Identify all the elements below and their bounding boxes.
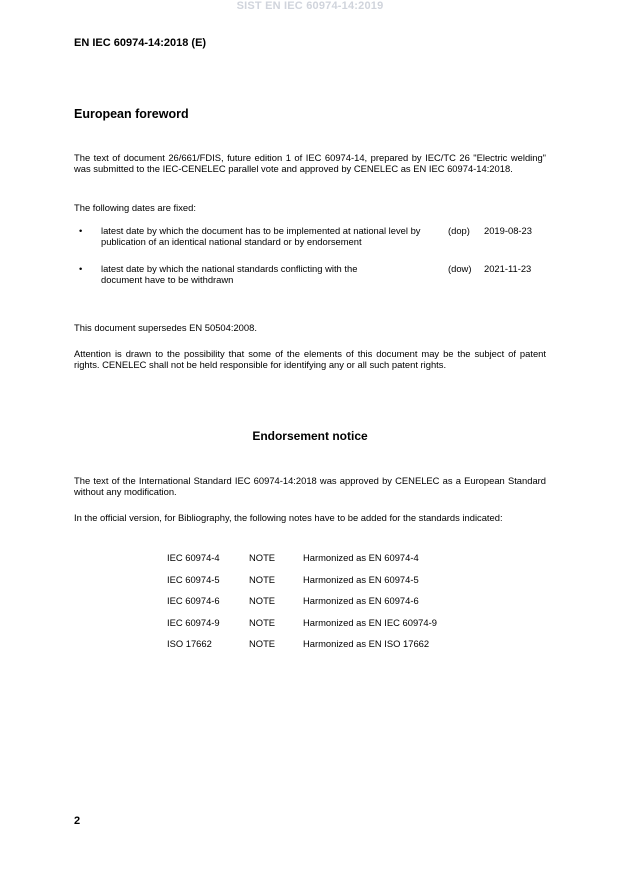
note-harmonized: Harmonized as EN 60974-5 xyxy=(303,573,419,585)
watermark: SIST EN IEC 60974-14:2019 xyxy=(236,0,384,12)
note-harmonized: Harmonized as EN 60974-4 xyxy=(303,552,419,563)
note-harmonized: Harmonized as EN IEC 60974-9 xyxy=(303,616,437,628)
foreword-intro: The text of document 26/661/FDIS, future edition 1 of IEC 60974-14, prepared by IEC/TC 26 "Electric welding" was submitted to the IEC-CENELEC parallel vote and approved by CENELEC as EN IEC 60974-14:2018. xyxy=(74,152,546,174)
note-label: NOTE xyxy=(249,573,276,585)
bibliography-intro: In the official version, for Bibliography, the following notes have to be added for the standards indicated: xyxy=(74,512,503,523)
note-label: NOTE xyxy=(249,595,276,606)
date-item-date: 2021-11-23 xyxy=(484,263,532,274)
bullet: • xyxy=(79,263,83,274)
date-item-code: (dow) xyxy=(448,263,472,274)
endorsement-text: The text of the International Standard IEC 60974-14:2018 was approved by CENELEC as a European Standard without any modification. xyxy=(74,475,546,497)
dates-intro: The following dates are fixed: xyxy=(74,202,196,213)
note-label: NOTE xyxy=(249,552,276,563)
note-standard: IEC 60974-5 xyxy=(167,573,220,585)
date-item-text: latest date by which the national standards conflicting with the document have to be withdrawn xyxy=(101,263,358,285)
note-standard: ISO 17662 xyxy=(167,638,212,649)
bullet: • xyxy=(79,225,83,236)
note-standard: IEC 60974-4 xyxy=(167,552,220,563)
date-item-date: 2019-08-23 xyxy=(484,225,532,236)
date-item-dop xyxy=(74,225,546,249)
note-label: NOTE xyxy=(249,616,276,628)
date-item-code: (dop) xyxy=(448,225,470,236)
note-standard: IEC 60974-9 xyxy=(167,616,220,628)
supersedes-statement: This document supersedes EN 50504:2008. xyxy=(74,322,257,333)
note-harmonized: Harmonized as EN 60974-6 xyxy=(303,595,419,606)
note-standard: IEC 60974-6 xyxy=(167,595,220,606)
foreword-heading: European foreword xyxy=(74,107,189,121)
endorsement-heading: Endorsement notice xyxy=(252,429,368,443)
date-item-dow xyxy=(74,263,546,287)
page-number: 2 xyxy=(74,815,81,827)
document-header: EN IEC 60974-14:2018 (E) xyxy=(74,37,207,49)
note-harmonized: Harmonized as EN ISO 17662 xyxy=(303,638,430,649)
note-label: NOTE xyxy=(249,638,276,649)
patent-statement: Attention is drawn to the possibility that some of the elements of this document may be the subject of patent rights. CENELEC shall not be held responsible for identifying any or all such patent rights. xyxy=(74,348,546,370)
date-item-text: latest date by which the document has to be implemented at national level by publication of an identical national standard or by endorsement xyxy=(101,225,421,247)
